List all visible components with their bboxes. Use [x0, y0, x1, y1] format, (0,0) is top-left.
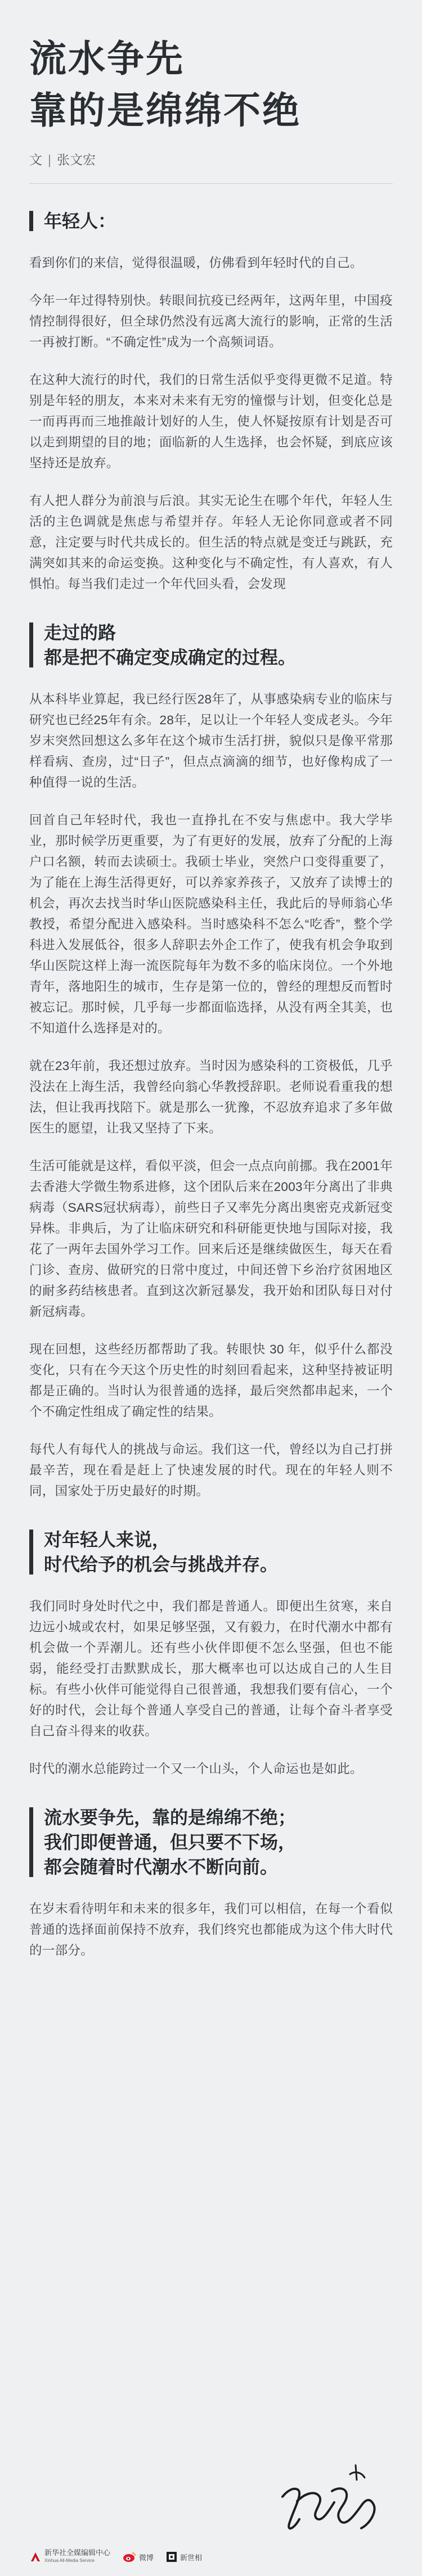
paragraph: 有人把人群分为前浪与后浪。其实无论生在哪个年代，年轻人生活的主色调就是焦虑与希望并存。年轻人无论你同意或者不同意，注定要与时代共成长的。但生活的特点就是变迁与跳跃，充满突如其来的命运变换。这种变化与不确定性，有人喜欢，有人惧怕。每当我们走过一个年代回头看，会发现 [29, 494, 393, 591]
weibo-logo-name: 微博 [139, 2553, 154, 2562]
byline-prefix: 文 [29, 152, 42, 167]
section-heading-line: 时代给予的机会与挑战并存。 [44, 1554, 279, 1575]
footer-logos [29, 2548, 202, 2565]
article-header [29, 0, 393, 184]
section-heading-greeting [29, 209, 393, 233]
section-accent-bar [29, 1530, 33, 1575]
xinhua-emblem-icon [29, 2551, 42, 2563]
paragraph: 在岁末看待明年和未来的很多年，我们可以相信，在每一个看似普通的选择面前保持不放弃，我们终究也都能成为这个伟大时代的一部分。 [29, 1902, 393, 1957]
handwritten-signature [271, 2457, 389, 2542]
paragraph: 生活可能就是这样，看似平淡，但会一点点向前挪。我在2001年去香港大学微生物系进修，这个团队后来在2003年分离出了非典病毒（SARS冠状病毒），前些日子又率先分离出奥密克戎新冠变异株。非典后，为了让临床研究和科研能更快地与国际对接，我花了一两年去国外学习工作。回来后还是继续做医生，每天在看门诊、查房、做研究的日常中度过，中间还曾下乡治疗贫困地区的耐多药结核患者。直到这次新冠暴发，我开始和团队每日对付新冠病毒。 [29, 1159, 393, 1319]
byline-author: 张文宏 [56, 152, 96, 167]
section-heading-line: 都会随着时代潮水不断向前。 [44, 1857, 279, 1877]
paragraph: 今年一年过得特别快。转眼间抗疫已经两年，这两年里，中国疫情控制得很好，但全球仍然没有远离大流行的影响，正常的生活一再被打断。“不确定性”成为一个高频词语。 [29, 294, 393, 349]
paragraph: 从本科毕业算起，我已经行医28年了，从事感染病专业的临床与研究也已经25年有余。28年，足以让一个年轻人变成老头。今年岁末突然回想这么多年在这个城市生活打拼，貌似只是像平常那样看病、查房，过“日子”，但点点滴滴的细节，也好像构成了一种值得一说的生活。 [29, 692, 393, 790]
paragraph: 时代的潮水总能跨过一个又一个山头，个人命运也是如此。 [29, 1762, 363, 1776]
section-heading-line: 流水要争先，靠的是绵绵不绝； [44, 1807, 297, 1828]
xinshixiang-logo [166, 2551, 202, 2563]
paragraph: 在这种大流行的时代，我们的日常生活似乎变得更微不足道。特别是年轻的朋友，本来对未来有无穷的憧憬与计划，但变化总是一而再再而三地推敲计划好的人生，使人怀疑按原有计划是否可以走到期望的目的地；面临新的人生选择，也会怀疑，到底应该坚持还是放弃。 [29, 373, 393, 470]
xinhua-logo-name: 新华社全媒编辑中心 [44, 2548, 111, 2557]
paragraph: 每代人有每代人的挑战与命运。我们这一代，曾经以为自己打拼最辛苦，现在看是赶上了快速发展的时代。现在的年轻人则不同，国家处于历史最好的时期。 [29, 1442, 393, 1498]
header-divider [29, 183, 393, 184]
section-heading-line: 都是把不确定变成确定的过程。 [44, 647, 297, 667]
section-heading-opportunity [29, 1527, 393, 1577]
section-heading-line: 对年轻人来说， [44, 1530, 170, 1550]
section-accent-bar [29, 211, 33, 231]
article-title-line-2: 靠的是绵绵不绝 [29, 88, 301, 132]
paragraph: 我们同时身处时代之中，我们都是普通人。即便出生贫寒，来自边远小城或农村，如果足够坚强，又有毅力，在时代潮水中都有机会做一个弄潮儿。还有些小伙伴即便不怎么坚强，但也不能弱，能经受打击默默成长，那大概率也可以达成自己的人生目标。有些小伙伴可能觉得自己很普通，我想我们要有信心，一个好的时代，会让每个普通人享受自己的普通，让每个奋斗者享受自己奋斗得来的收获。 [29, 1599, 393, 1738]
paragraph: 就在23年前，我还想过放弃。当时因为感染科的工资极低，几乎没法在上海生活，我曾经向翁心华教授辞职。老师说看重我的想法，但让我再找陪下。就是那么一犹豫，不忍放弃追求了多年做医生的愿望，让我又坚持了下来。 [29, 1059, 393, 1135]
byline-separator: | [48, 152, 51, 167]
weibo-icon [123, 2551, 136, 2563]
paragraph: 回首自己年轻时代，我也一直挣扎在不安与焦虑中。我大学毕业，那时候学历更重要，为了有更好的发展，放弃了分配的上海户口名额，转而去读硕士。我硕士毕业，突然户口变得重要了，为了能在上海生活得更好，可以养家养孩子，又放弃了读博士的机会，再次去找当时华山医院感染科主任，我此后的导师翁心华教授，希望分配进入感染科。当时感染科不怎么“吃香”，整个学科进入发展低谷，很多人辞职去外企工作了，使我有机会争取到华山医院这样上海一流医院每年为数不多的临床岗位。一个外地青年，落地阳生的城市，生存是第一位的，曾经的理想反而暂时被忘记。那时候，几乎每一步都面临选择，从没有两全其美，也不知道什么选择是对的。 [29, 813, 393, 1035]
section-accent-bar [29, 1807, 33, 1877]
paragraph: 现在回想，这些经历都帮助了我。转眼快 30 年，似乎什么都没变化，只有在今天这个历史性的时刻回看起来，这种坚持被证明都是正确的。当时认为很普通的选择，最后突然都串起来，一个个不确定性组成了确定性的结果。 [29, 1342, 393, 1419]
xinhua-logo-sub: Xinhua All-Media Service [44, 2558, 95, 2563]
section-heading-line: 年轻人： [44, 211, 116, 231]
byline [29, 151, 393, 169]
paragraph: 看到你们的来信，觉得很温暖，仿佛看到年轻时代的自己。 [29, 256, 363, 270]
weibo-logo [123, 2551, 154, 2563]
section-heading-line: 走过的路 [44, 622, 116, 643]
section-heading-path [29, 620, 393, 670]
section-accent-bar [29, 622, 33, 667]
section-heading-line: 我们即便普通，但只要不下场， [44, 1832, 297, 1852]
section-heading-conclusion [29, 1805, 393, 1879]
xinshixiang-logo-name: 新世相 [180, 2553, 203, 2562]
xinshixiang-icon [166, 2551, 177, 2563]
xinhua-logo-text [44, 2549, 110, 2565]
xinhua-logo [29, 2549, 110, 2565]
article-title-line-1: 流水争先 [29, 37, 185, 80]
